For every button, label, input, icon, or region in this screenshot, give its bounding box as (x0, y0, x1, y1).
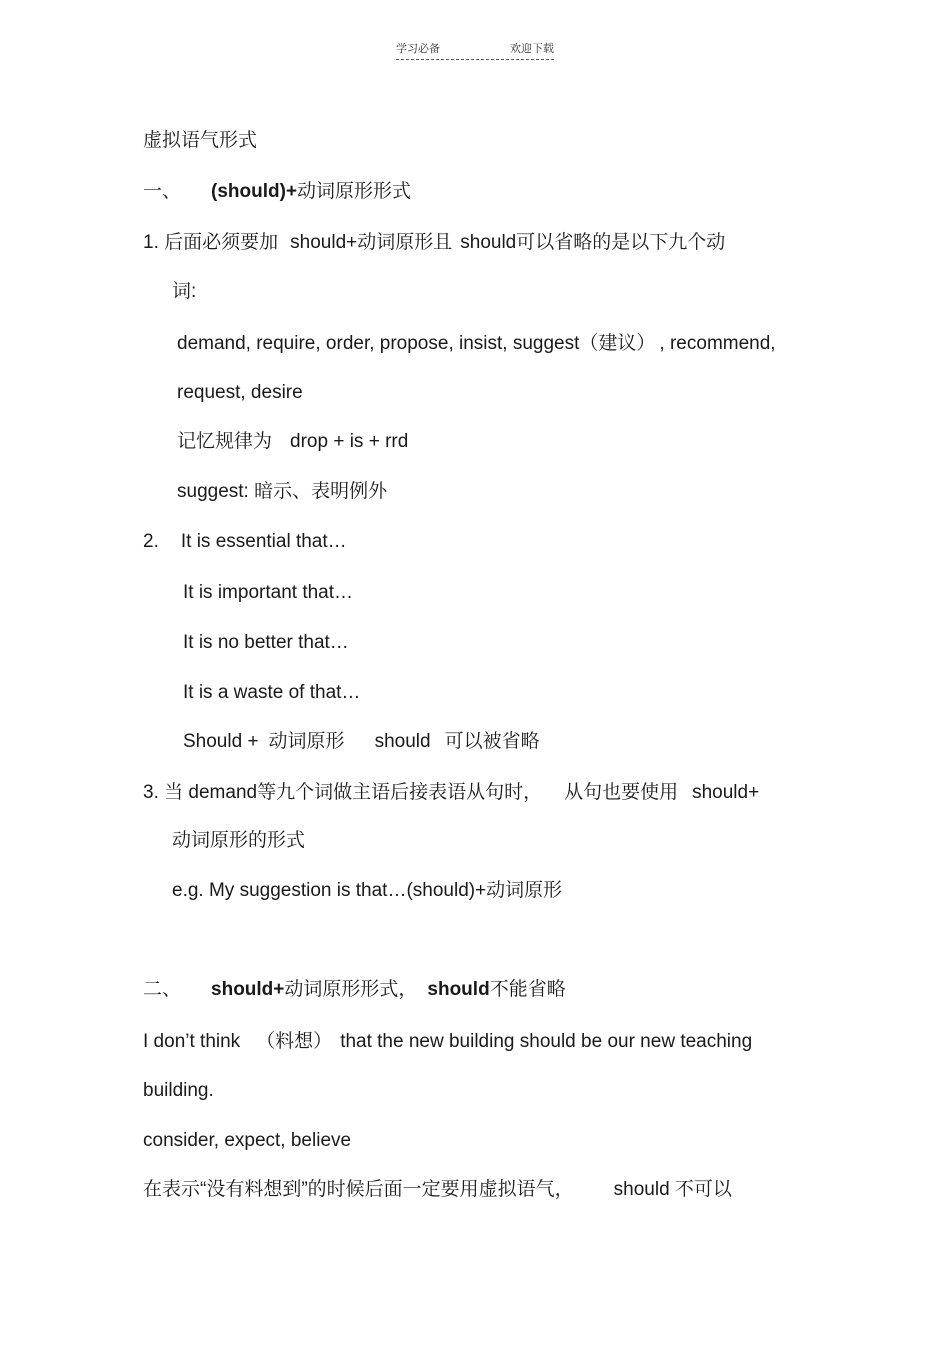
section-one-text: 动词原形形式 (297, 181, 412, 202)
section-one-heading (143, 180, 411, 204)
item-3-line-2: 动词原形的形式 (172, 830, 306, 851)
item-2-text-1: It is essential that… (180, 531, 347, 552)
item-3-text-b: 从句也要使用 (564, 782, 679, 803)
item-1-text-b: should+动词原形且 (290, 232, 453, 253)
item-2-text-5c: should (374, 731, 431, 752)
doc-title: 虚拟语气形式 (143, 130, 258, 151)
example-line-4 (143, 1178, 732, 1202)
item-1-line-2: 词: (172, 281, 197, 302)
example-text-c: that the new building should be our new teaching (340, 1031, 753, 1052)
item-3-text-a: 当 demand等九个词做主语后接表语从句时， (164, 782, 543, 803)
section-two-bold-1: should+ (211, 979, 285, 1000)
example-text-f2: should 不可以 (613, 1179, 732, 1200)
memory-rule-label: 记忆规律为 (177, 431, 273, 452)
example-line-2: building. (143, 1080, 214, 1101)
item-2-line-5 (183, 730, 540, 754)
verb-list-line-2: request, desire (177, 382, 303, 403)
suggest-exception: suggest: 暗示、表明例外 (177, 481, 388, 502)
section-two-heading (143, 978, 566, 1002)
item-2-line-4: It is a waste of that… (183, 682, 361, 703)
item-2-line-1 (143, 530, 347, 554)
section-two-bold-2: should (427, 979, 490, 1000)
verb-list-c: , recommend, (659, 333, 776, 354)
item-1-text-a: 后面必须要加 (164, 232, 279, 253)
item-3-line-1 (143, 781, 759, 805)
section-one-bold: (should)+ (211, 181, 298, 202)
item-2-text-5a: Should + (183, 731, 259, 752)
item-3-num: 3. (143, 782, 159, 803)
memory-rule (177, 430, 408, 454)
verb-list-b: （建议） (579, 333, 656, 354)
page-header (396, 40, 554, 60)
item-2-text-5b: 动词原形 (268, 731, 345, 752)
item-3-example: e.g. My suggestion is that…(should)+动词原形 (172, 880, 563, 901)
example-line-1 (143, 1030, 752, 1054)
section-one-num: 一、 (143, 181, 182, 202)
example-text-b: （料想） (256, 1031, 333, 1052)
item-2-line-3: It is no better that… (183, 632, 349, 653)
section-two-text-2: 不能省略 (489, 979, 566, 1000)
verb-list-a: demand, require, order, propose, insist, suggest (177, 333, 580, 354)
item-3-text-c: should+ (692, 782, 760, 803)
memory-rule-value: drop + is + rrd (290, 431, 409, 452)
header-left: 学习必备 (396, 43, 440, 55)
example-text-f1: 在表示“没有料想到”的时候后面一定要用虚拟语气， (143, 1179, 574, 1200)
example-text-a: I don’t think (143, 1031, 241, 1052)
section-two-text-1: 动词原形形式， (284, 979, 418, 1000)
item-1-num: 1. (143, 232, 159, 253)
header-right: 欢迎下载 (510, 43, 554, 55)
item-1-line-1 (143, 231, 725, 255)
example-line-3: consider, expect, believe (143, 1130, 352, 1151)
item-1-text-c: should可以省略的是以下九个动 (460, 232, 726, 253)
item-2-text-5d: 可以被省略 (444, 731, 540, 752)
verb-list-line-1 (177, 332, 776, 356)
item-2-line-2: It is important that… (183, 582, 354, 603)
item-2-num: 2. (143, 531, 159, 552)
section-two-num: 二、 (143, 979, 182, 1000)
